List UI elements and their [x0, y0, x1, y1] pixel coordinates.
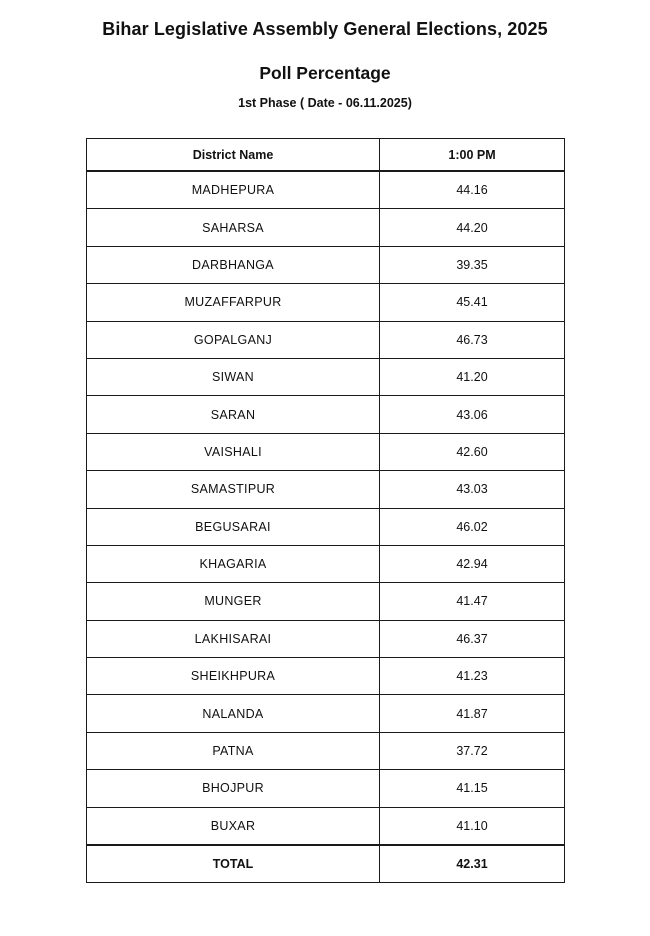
poll-percentage-cell: 44.20 [380, 209, 565, 246]
poll-percentage-cell: 43.03 [380, 471, 565, 508]
district-name-cell: GOPALGANJ [87, 321, 380, 358]
district-name-cell: MADHEPURA [87, 171, 380, 209]
table-row [87, 545, 565, 582]
total-label: TOTAL [87, 845, 380, 883]
district-name-cell: SHEIKHPURA [87, 658, 380, 695]
poll-percentage-cell: 41.15 [380, 770, 565, 807]
document-subtitle: Poll Percentage [259, 63, 391, 83]
total-value: 42.31 [380, 845, 565, 883]
district-name-cell: SAMASTIPUR [87, 471, 380, 508]
table-row [87, 433, 565, 470]
table-row [87, 658, 565, 695]
poll-percentage-cell: 46.37 [380, 620, 565, 657]
district-name-cell: BHOJPUR [87, 770, 380, 807]
district-name-cell: SIWAN [87, 358, 380, 395]
district-name-cell: MUNGER [87, 583, 380, 620]
poll-percentage-cell: 39.35 [380, 246, 565, 283]
table-row [87, 284, 565, 321]
district-name-cell: PATNA [87, 732, 380, 769]
poll-percentage-cell: 42.60 [380, 433, 565, 470]
district-name-cell: SARAN [87, 396, 380, 433]
phase-date: 1st Phase ( Date - 06.11.2025) [238, 96, 412, 110]
poll-percentage-cell: 41.20 [380, 358, 565, 395]
table-row [87, 246, 565, 283]
table-row [87, 471, 565, 508]
poll-percentage-cell: 46.02 [380, 508, 565, 545]
table-row [87, 620, 565, 657]
table-row [87, 695, 565, 732]
time-header: 1:00 PM [380, 139, 565, 172]
poll-percentage-cell: 41.47 [380, 583, 565, 620]
poll-percentage-cell: 43.06 [380, 396, 565, 433]
poll-percentage-cell: 45.41 [380, 284, 565, 321]
table-row [87, 209, 565, 246]
table-row [87, 583, 565, 620]
district-name-cell: BEGUSARAI [87, 508, 380, 545]
table-row [87, 171, 565, 209]
document-title: Bihar Legislative Assembly General Elections, 2025 [102, 19, 548, 39]
table-row [87, 321, 565, 358]
table-row [87, 508, 565, 545]
table-row [87, 396, 565, 433]
poll-percentage-cell: 42.94 [380, 545, 565, 582]
district-name-cell: MUZAFFARPUR [87, 284, 380, 321]
total-row [87, 845, 565, 883]
poll-percentage-cell: 41.23 [380, 658, 565, 695]
table-row [87, 807, 565, 845]
table-row [87, 732, 565, 769]
district-name-cell: BUXAR [87, 807, 380, 845]
district-name-cell: KHAGARIA [87, 545, 380, 582]
district-name-cell: SAHARSA [87, 209, 380, 246]
poll-percentage-cell: 41.87 [380, 695, 565, 732]
table-row [87, 358, 565, 395]
district-name-cell: VAISHALI [87, 433, 380, 470]
table-header-row [87, 139, 565, 172]
district-name-cell: LAKHISARAI [87, 620, 380, 657]
district-name-cell: DARBHANGA [87, 246, 380, 283]
table-body [87, 171, 565, 845]
district-name-cell: NALANDA [87, 695, 380, 732]
poll-percentage-table [86, 138, 565, 883]
poll-percentage-cell: 46.73 [380, 321, 565, 358]
poll-percentage-cell: 44.16 [380, 171, 565, 209]
table-row [87, 770, 565, 807]
poll-percentage-cell: 37.72 [380, 732, 565, 769]
poll-percentage-cell: 41.10 [380, 807, 565, 845]
district-name-header: District Name [87, 139, 380, 172]
